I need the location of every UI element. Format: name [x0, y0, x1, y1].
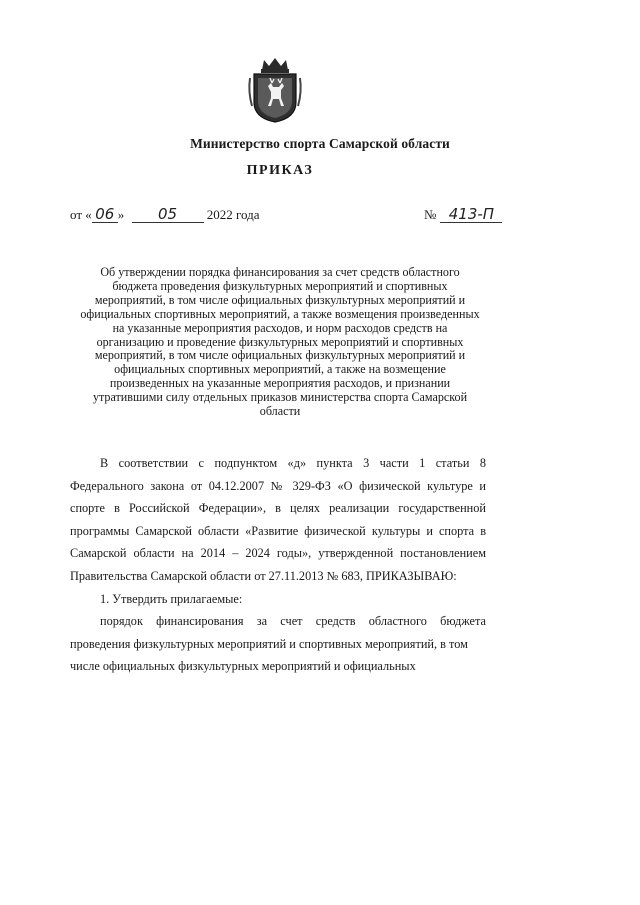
date-quote-close: »	[117, 207, 125, 222]
body-paragraph: порядок финансирования за счет средств областного бюджета проведения физкультурных мероприятий и спортивных мероприятий, в том	[70, 614, 486, 651]
number-sign: №	[424, 207, 437, 222]
date-line	[70, 207, 260, 223]
handwritten-order-number: 413-П	[440, 207, 502, 223]
handwritten-day: 06	[92, 207, 118, 223]
coat-of-arms-emblem	[246, 56, 304, 124]
order-subject: Об утверждении порядка финансирования за счет средств областного бюджета проведения физкультурных мероприятий и спортивных мероприятий, в том числе официальных физкультурных мероприятий и официальных спортивных мероприятий, а также возмещения произведенных на указанные мероприятия расходов, и норм расходов средств на организацию и проведение физкультурных мероприятий и спортивных мероприятий, в том числе официальных физкультурных мероприятий и официальных спортивных мероприятий, а также на возмещение произведенных на указанные мероприятия расходов, и признании утратившими силу отдельных приказов министерства спорта Самарской области	[80, 265, 480, 419]
body-paragraph: В соответствии с подпунктом «д» пункта 3 части 1 статьи 8 Федерального закона от 04.12.2007 № 329-ФЗ «О физической культуре и спорте в Российской Федерации», в целях реализации государственной программы Самарской области «Развитие физической культуры и спорта в Самарской области на 2014 – 2024 годы», утвержденной постановлением Правительства Самарской области от 27.11.2013 № 683, ПРИКАЗЫВАЮ:	[70, 456, 486, 583]
order-body	[70, 452, 486, 678]
order-number-line	[424, 207, 502, 223]
date-year: 2022 года	[206, 207, 260, 222]
document-type-title: ПРИКАЗ	[246, 163, 314, 178]
date-prefix: от «	[70, 207, 92, 222]
body-paragraph: 1. Утвердить прилагаемые:	[100, 591, 243, 606]
body-paragraph-continued: числе официальных физкультурных мероприятий и официальных	[70, 659, 416, 674]
handwritten-month: 05	[132, 207, 204, 223]
ministry-name: Министерство спорта Самарской области	[190, 136, 450, 151]
